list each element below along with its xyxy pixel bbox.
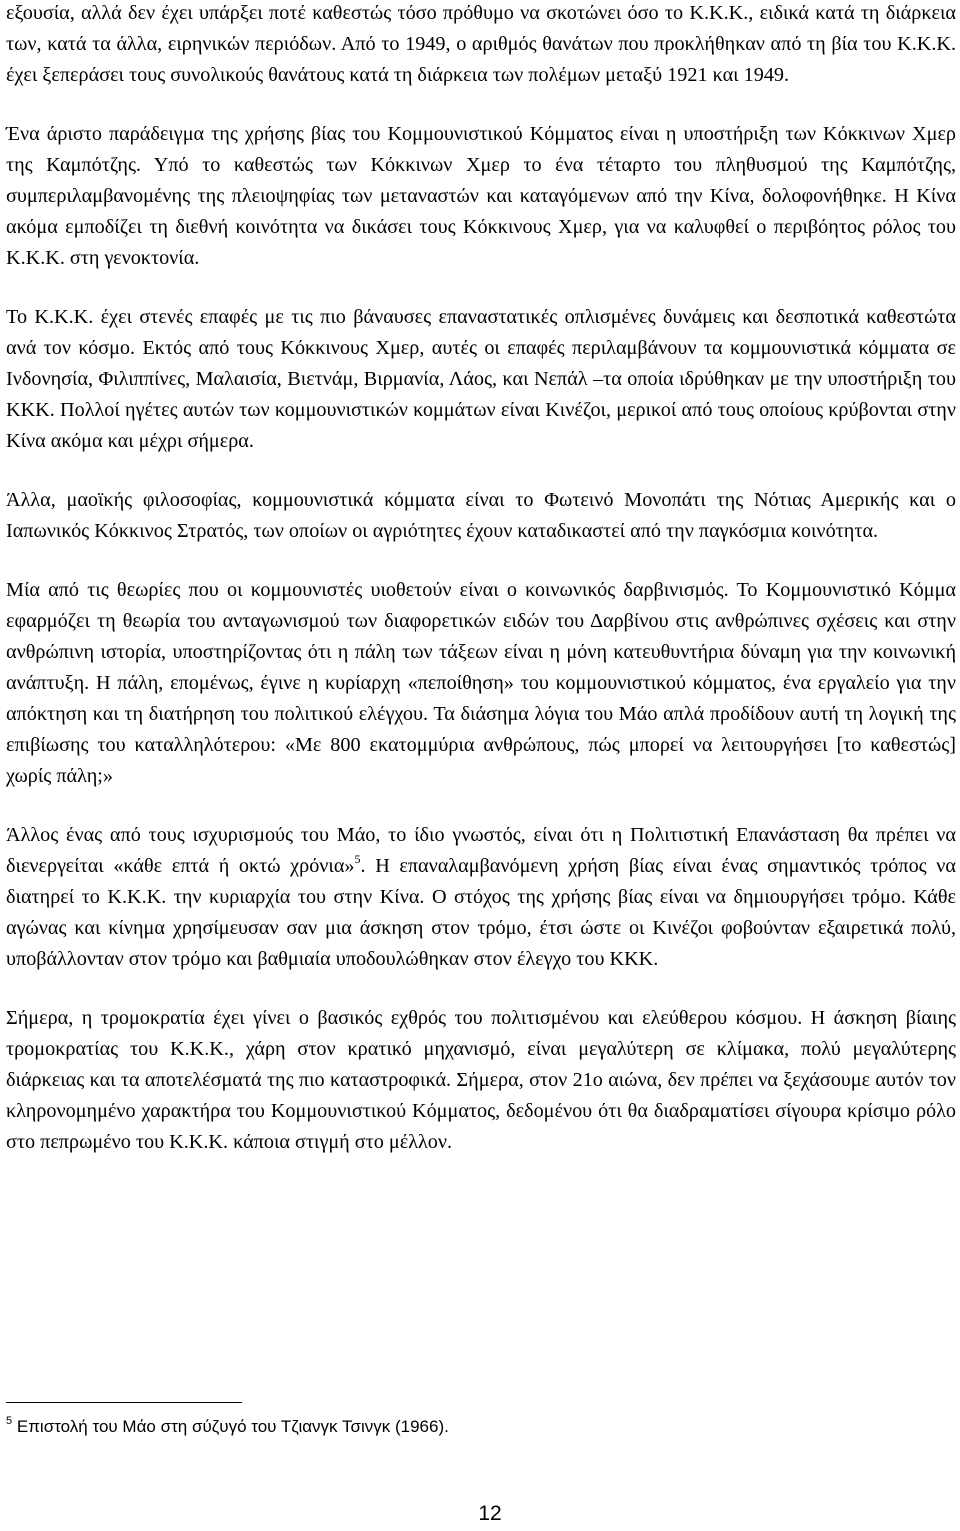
paragraph-1: εξουσία, αλλά δεν έχει υπάρξει ποτέ καθεστώς τόσο πρόθυμο να σκοτώνει όσο το Κ.Κ.Κ., ειδικά κατά τη διάρκεια των, κατά τα άλλα, ειρηνικών περιόδων. Από το 1949, ο αριθμός θανάτων που προκλήθηκαν από τη βία του Κ.Κ.Κ. έχει ξεπεράσει τους συνολικούς θανάτους κατά τη διάρκεια των πολέμων μεταξύ 1921 και 1949. (6, 2, 956, 86)
paragraph-6-text-end: . Η επαναλαμβανόμενη χρήση βίας είναι ένας σημαντικός τρόπος να διατηρεί το Κ.Κ.Κ. την κυριαρχία του στην Κίνα. Ο στόχος της χρήσης βίας είναι να δημιουργήσει τρόμο. Κάθε αγώνας και κίνημα χρησίμευσαν σαν μια άσκηση στον τρόμο, έτσι ώστε οι Κινέζοι φοβούνταν εξαιρετικά πολύ, υποβάλλονταν στον τρόμο και βαθμιαία υποδουλώθηκαν στον έλεγχο του ΚΚΚ. (6, 855, 956, 970)
footnote-divider (6, 1402, 242, 1403)
footnote (6, 1409, 449, 1445)
paragraph-5: Μία από τις θεωρίες που οι κομμουνιστές υιοθετούν είναι ο κοινωνικός δαρβινισμός. Το Κομμουνιστικό Κόμμα εφαρμόζει τη θεωρία του ανταγωνισμού των διαφορετικών ειδών του Δαρβίνου στις ανθρώπινες σχέσεις και στην ανθρώπινη ιστορία, υποστηρίζοντας ότι η πάλη των τάξεων είναι η μόνη κατευθυντήρια δύναμη για την κοινωνική ανάπτυξη. Η πάλη, επομένως, έγινε η κυρίαρχη «πεποίθηση» του κομμουνιστικού κόμματος, ένα εργαλείο για την απόκτηση και τη διατήρηση του πολιτικού ελέγχου. Τα διάσημα λόγια του Μάο απλά προδίδουν αυτή τη λογική της επιβίωσης του καταλληλότερου: «Με 800 εκατομμύρια ανθρώπους, πώς μπορεί να λειτουργήσει [το καθεστώς] χωρίς πάλη;» (6, 579, 956, 787)
paragraph-2: Ένα άριστο παράδειγμα της χρήσης βίας του Κομμουνιστικού Κόμματος είναι η υποστήριξη των Κόκκινων Χμερ της Καμπότζης. Υπό το καθεστώς των Κόκκινων Χμερ το ένα τέταρτο του πληθυσμού της Καμπότζης, συμπεριλαμβανομένης της πλειοψηφίας των μεταναστών και καταγόμενων από την Κίνα, δολοφονήθηκε. Η Κίνα ακόμα εμποδίζει τη διεθνή κοινότητα να δικάσει τους Κόκκινους Χμερ, για να καλυφθεί ο περιβόητος ρόλος του Κ.Κ.Κ. στη γενοκτονία. (6, 123, 956, 269)
paragraph-3: Το Κ.Κ.Κ. έχει στενές επαφές με τις πιο βάναυσες επαναστατικές οπλισμένες δυνάμεις και δεσποτικά καθεστώτα ανά τον κόσμο. Εκτός από τους Κόκκινους Χμερ, αυτές οι επαφές περιλαμβάνουν τα κομμουνιστικά κόμματα σε Ινδονησία, Φιλιππίνες, Μαλαισία, Βιετνάμ, Βιρμανία, Λάος, και Νεπάλ –τα οποία ιδρύθηκαν με την υποστήριξη του ΚΚΚ. Πολλοί ηγέτες αυτών των κομμουνιστικών κομμάτων είναι Κινέζοι, μερικοί από τους οποίους κρύβονται στην Κίνα ακόμα και μέχρι σήμερα. (6, 306, 956, 452)
footnote-text: Επιστολή του Μάο στη σύζυγό του Τζιανγκ Τσινγκ (1966). (16, 1417, 449, 1436)
footnote-reference[interactable]: 5 (354, 852, 361, 866)
paragraph-4: Άλλα, μαοϊκής φιλοσοφίας, κομμουνιστικά κόμματα είναι το Φωτεινό Μονοπάτι της Νότιας Αμερικής και ο Ιαπωνικός Κόκκινος Στρατός, των οποίων οι αγριότητες έχουν καταδικαστεί από την παγκόσμια κοινότητα. (6, 489, 956, 542)
footnote-number: 5 (6, 1415, 13, 1427)
paragraph-6-text-start: Άλλος ένας από τους ισχυρισμούς του Μάο, το ίδιο γνωστός, είναι ότι η Πολιτιστική Επανάσταση θα πρέπει να διενεργείται «κάθε επτά ή οκτώ χρόνια» (6, 824, 956, 877)
paragraph-6 (6, 820, 956, 975)
paragraph-7: Σήμερα, η τρομοκρατία έχει γίνει ο βασικός εχθρός του πολιτισμένου και ελεύθερου κόσμου. Η άσκηση βίαιης τρομοκρατίας του Κ.Κ.Κ., χάρη στον κρατικό μηχανισμό, είναι μεγαλύτερη σε κλίμακα, πολύ μεγαλύτερης διάρκειας και τα αποτελέσματά της πιο καταστροφικά. Σήμερα, στον 21ο αιώνα, δεν πρέπει να ξεχάσουμε αυτόν τον κληρονομημένο χαρακτήρα του Κομμουνιστικού Κόμματος, δεδομένου ότι θα διαδραματίσει σίγουρα κρίσιμο ρόλο στο πεπρωμένο του Κ.Κ.Κ. κάποια στιγμή στο μέλλον. (6, 1007, 956, 1153)
page-number: 12 (478, 1502, 502, 1525)
